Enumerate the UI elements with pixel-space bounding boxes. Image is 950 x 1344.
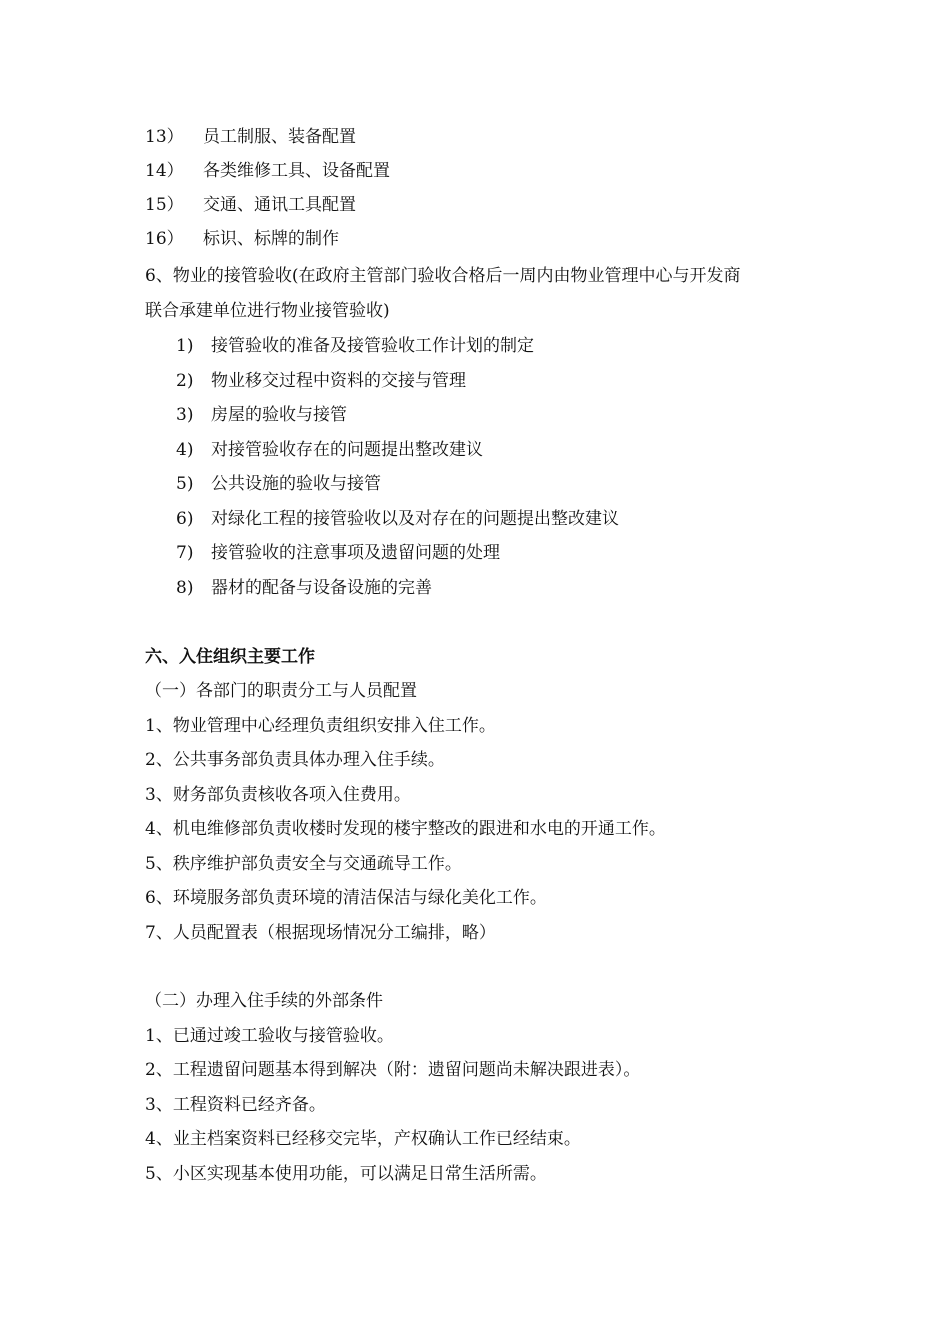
list-item: 3、工程资料已经齐备。 [145, 1095, 326, 1115]
list-item [145, 125, 356, 149]
item-number: 4) [176, 440, 194, 460]
item-number: 2) [176, 371, 194, 391]
list-item: 1、已通过竣工验收与接管验收。 [145, 1026, 394, 1046]
item-text: 器材的配备与设备设施的完善 [211, 578, 432, 598]
item-number: 1) [176, 336, 194, 356]
item-number: 15） [145, 195, 184, 215]
item-number: 5) [176, 474, 194, 494]
item-text: 接管验收的准备及接管验收工作计划的制定 [211, 336, 534, 356]
list-item: 3、财务部负责核收各项入住费用。 [145, 785, 411, 805]
item-text: 标识、标牌的制作 [203, 229, 339, 249]
list-item: 4、业主档案资料已经移交完毕，产权确认工作已经结束。 [145, 1129, 581, 1149]
item-text: 房屋的验收与接管 [211, 405, 347, 425]
list-item: 1、物业管理中心经理负责组织安排入住工作。 [145, 716, 496, 736]
item-number: 7) [176, 543, 194, 563]
list-item [176, 472, 381, 496]
item-text: 员工制服、装备配置 [203, 127, 356, 147]
list-item [176, 438, 483, 462]
list-item: 2、工程遗留问题基本得到解决（附：遗留问题尚未解决跟进表）。 [145, 1060, 641, 1080]
list-item: 4、机电维修部负责收楼时发现的楼宇整改的跟进和水电的开通工作。 [145, 819, 666, 839]
list-item: 5、秩序维护部负责安全与交通疏导工作。 [145, 854, 462, 874]
item-number: 14） [145, 161, 184, 181]
item-number: 6) [176, 509, 194, 529]
section-paragraph-continued: 联合承建单位进行物业接管验收) [145, 301, 390, 321]
item-text: 公共设施的验收与接管 [211, 474, 381, 494]
item-text: 对绿化工程的接管验收以及对存在的问题提出整改建议 [211, 509, 619, 529]
subsection-title: （二）办理入住手续的外部条件 [145, 991, 383, 1011]
item-number: 3) [176, 405, 194, 425]
item-number: 8) [176, 578, 194, 598]
list-item [176, 334, 534, 358]
item-text: 交通、通讯工具配置 [203, 195, 356, 215]
list-item [176, 576, 432, 600]
item-number: 13） [145, 127, 184, 147]
list-item: 7、人员配置表（根据现场情况分工编排，略） [145, 923, 496, 943]
item-text: 接管验收的注意事项及遗留问题的处理 [211, 543, 500, 563]
section-paragraph: 6、物业的接管验收(在政府主管部门验收合格后一周内由物业管理中心与开发商 [145, 266, 741, 286]
list-item: 5、小区实现基本使用功能，可以满足日常生活所需。 [145, 1164, 547, 1184]
item-text: 对接管验收存在的问题提出整改建议 [211, 440, 483, 460]
item-number: 16） [145, 229, 184, 249]
section-heading: 六、入住组织主要工作 [145, 647, 315, 667]
list-item [176, 403, 347, 427]
list-item [145, 227, 339, 251]
list-item [176, 541, 500, 565]
list-item [176, 507, 619, 531]
subsection-title: （一）各部门的职责分工与人员配置 [145, 681, 417, 701]
item-text: 物业移交过程中资料的交接与管理 [211, 371, 466, 391]
item-text: 各类维修工具、设备配置 [203, 161, 390, 181]
list-item [145, 159, 390, 183]
list-item: 2、公共事务部负责具体办理入住手续。 [145, 750, 445, 770]
list-item [145, 193, 356, 217]
list-item [176, 369, 466, 393]
list-item: 6、环境服务部负责环境的清洁保洁与绿化美化工作。 [145, 888, 547, 908]
